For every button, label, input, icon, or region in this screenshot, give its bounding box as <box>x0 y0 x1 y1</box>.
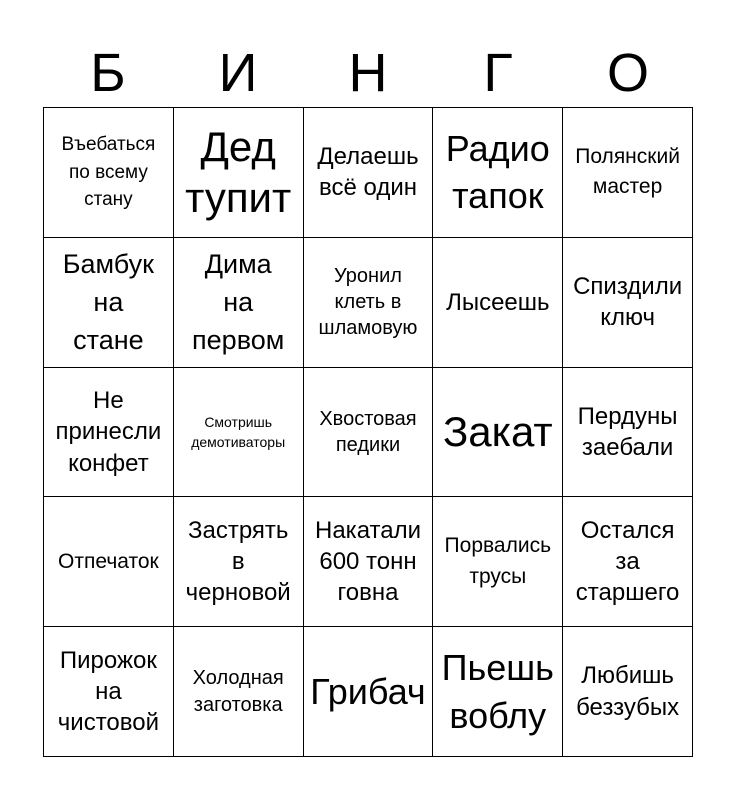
header-letter-n: Н <box>348 43 388 103</box>
bingo-cell-r4c4[interactable]: Порвались трусы <box>433 497 563 627</box>
bingo-cell-r3c3[interactable]: Хвостовая педики <box>304 368 434 498</box>
bingo-cell-r5c2[interactable]: Холодная заготовка <box>174 627 304 757</box>
bingo-cell-r4c3[interactable]: Накатали 600 тонн говна <box>304 497 434 627</box>
bingo-cell-r2c1[interactable]: Бамбук на стане <box>44 238 174 368</box>
bingo-cell-r3c2[interactable]: Смотришь демотиваторы <box>174 368 304 498</box>
bingo-header <box>43 42 693 104</box>
bingo-cell-r5c1[interactable]: Пирожок на чистовой <box>44 627 174 757</box>
bingo-board <box>43 107 693 757</box>
bingo-cell-r2c4[interactable]: Лысеешь <box>433 238 563 368</box>
bingo-cell-r5c5[interactable]: Любишь беззубых <box>563 627 693 757</box>
header-letter-o: О <box>606 43 649 103</box>
bingo-cell-r5c3[interactable]: Грибач <box>304 627 434 757</box>
bingo-cell-r1c4[interactable]: Радио тапок <box>433 108 563 238</box>
bingo-cell-r2c5[interactable]: Спиздили ключ <box>563 238 693 368</box>
bingo-cell-r3c1[interactable]: Не принесли конфет <box>44 368 174 498</box>
bingo-cell-r4c1[interactable]: Отпечаток <box>44 497 174 627</box>
bingo-cell-r1c2[interactable]: Дед тупит <box>174 108 304 238</box>
bingo-cell-r2c2[interactable]: Дима на первом <box>174 238 304 368</box>
bingo-cell-r1c1[interactable]: Въебаться по всему стану <box>44 108 174 238</box>
bingo-cell-r3c4[interactable]: Закат <box>433 368 563 498</box>
bingo-cell-r1c3[interactable]: Делаешь всё один <box>304 108 434 238</box>
bingo-cell-r5c4[interactable]: Пьешь воблу <box>433 627 563 757</box>
bingo-cell-r4c5[interactable]: Остался за старшего <box>563 497 693 627</box>
bingo-cell-r4c2[interactable]: Застрять в черновой <box>174 497 304 627</box>
bingo-cell-r1c5[interactable]: Полянский мастер <box>563 108 693 238</box>
header-letter-g: Г <box>483 43 513 103</box>
bingo-cell-r3c5[interactable]: Пердуны заебали <box>563 368 693 498</box>
bingo-cell-r2c3[interactable]: Уронил клеть в шламовую <box>304 238 434 368</box>
header-letter-i: И <box>218 43 258 103</box>
header-letter-b: Б <box>90 43 126 103</box>
